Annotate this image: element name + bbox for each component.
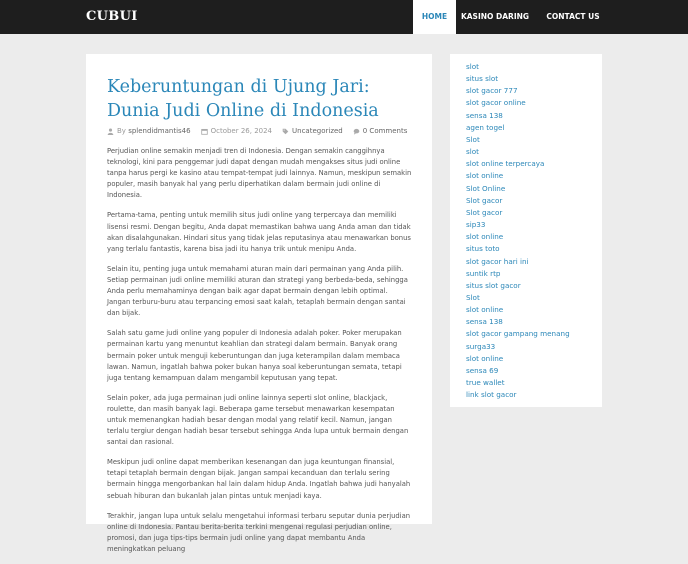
sidebar-link[interactable]: Slot [466,292,480,302]
author-prefix: By [117,127,126,135]
post-paragraph: Salah satu game judi online yang populer di Indonesia adalah poker. Poker merupakan permainan kartu yang menuntut keahlian dan strategi dalam bermain. Banyak orang bermain poker untuk menguji keberuntungan dan juga keterampilan dalam membaca lawan. Namun, ingatlah bahwa poker bukan hanya soal keberuntungan semata, tetapi juga tentang kemampuan dalam mengambil keputusan yang tepat. [107,329,402,382]
category-link[interactable]: Uncategorized [292,127,343,135]
post-comments [353,127,408,135]
comments-link[interactable]: 0 Comments [362,127,408,135]
sidebar-link[interactable]: link slot gacor [466,390,517,400]
sidebar-link[interactable]: sensa 69 [466,365,499,375]
post-article [86,54,432,553]
sidebar-link[interactable]: situs slot [466,74,499,84]
sidebar-link[interactable]: slot gacor 777 [466,86,518,96]
top-navigation-bar [0,0,688,34]
sidebar-link[interactable]: slot online [466,305,504,315]
sidebar-link[interactable]: Slot gacor [466,195,503,205]
sidebar-link[interactable]: surga33 [466,341,496,351]
post-paragraph: Pertama-tama, penting untuk memilih situs judi online yang terpercaya dan memiliki lisensi resmi. Dengan begitu, Anda dapat memastikan bahwa uang Anda aman dan tidak akan disalahgunakan. Hindari situs yang tidak jelas reputasinya atau menawarkan bonus yang terlalu fantastis, karena bisa jadi itu hanya trik untuk menipu Anda. [107,211,411,253]
post-paragraph: Selain itu, penting juga untuk memahami aturan main dari permainan yang Anda pilih. Setiap permainan judi online memiliki aturan dan strategi yang berbeda-beda, sehingga Anda perlu memahaminya dengan baik agar dapat bermain dengan lebih optimal. Jangan terburu-buru atau terpancing emosi saat kalah, tetaplah bermain dengan santai dan bijak. [107,264,408,318]
post-date [201,127,272,135]
author-link[interactable]: splendidmantis46 [128,127,191,135]
nav-kasino-daring[interactable]: KASINO DARING [460,12,530,21]
post-paragraph: Meskipun judi online dapat memberikan kesenangan dan juga keuntungan finansial, tetapi tetaplah bermain dengan bijak. Jangan sampai kecanduan dan terlalu sering bermain hingga mengorbankan hal lain dalam hidup Anda. Ingatlah bahwa judi hanyalah sebuah hiburan dan bukanlah jalan pintas untuk menjadi kaya. [107,458,411,500]
post-title[interactable]: Keberuntungan di Ujung Jari: Dunia Judi Online di Indonesia [107,77,379,121]
post-content [107,146,412,564]
post-paragraph: Perjudian online semakin menjadi tren di Indonesia. Dengan semakin canggihnya teknologi, kini para penggemar judi dapat dengan mudah mengakses situs judi online tanpa harus pergi ke kasino atau tempat-tempat judi lainnya. Namun, meskipun semakin populer, masih banyak hal yang perlu diperhatikan dalam bermain judi online di Indonesia. [107,147,412,200]
calendar-icon [201,128,208,135]
sidebar-link[interactable]: slot gacor online [466,98,526,108]
sidebar-link[interactable]: suntik rtp [466,268,501,278]
sidebar-link[interactable]: Slot Online [466,183,506,193]
sidebar-link[interactable]: slot online [466,232,504,242]
sidebar-widget [450,54,602,407]
sidebar-link[interactable]: sensa 138 [466,317,503,327]
sidebar-link[interactable]: slot online [466,171,504,181]
site-logo[interactable]: CUBUI [86,9,138,24]
sidebar-link[interactable]: Slot [466,134,480,144]
sidebar-link[interactable]: slot gacor hari ini [466,256,529,266]
sidebar-link[interactable]: sip33 [466,220,486,230]
sidebar-link[interactable]: Slot gacor [466,207,503,217]
post-category [282,127,343,135]
sidebar-link[interactable]: slot online [466,353,504,363]
sidebar-link[interactable]: situs slot gacor [466,280,521,290]
nav-contact-us[interactable]: CONTACT US [546,12,600,21]
sidebar-link[interactable]: sensa 138 [466,110,503,120]
sidebar-link[interactable]: situs toto [466,244,500,254]
sidebar-link[interactable]: true wallet [466,378,505,388]
sidebar-link[interactable]: slot gacor gampang menang [466,329,570,339]
sidebar-link[interactable]: agen togel [466,122,505,132]
post-author [107,127,191,135]
post-paragraph: Selain poker, ada juga permainan judi online lainnya seperti slot online, blackjack, roulette, dan masih banyak lagi. Beberapa game tersebut menawarkan kesempatan untuk memenangkan hadiah besar dengan modal yang relatif kecil. Namun, jangan terlalu tergiur dengan hadiah besar tersebut sehingga Anda lupa untuk bermain dengan santai dan rasional. [107,393,409,447]
post-paragraph: Terakhir, jangan lupa untuk selalu mengetahui informasi terbaru seputar dunia perjudian online di Indonesia. Pantau berita-berita terkini mengenai regulasi perjudian online, promosi, dan juga tips-tips bermain judi online yang dapat membantu Anda meningkatkan peluang [107,511,411,553]
comment-icon [353,128,360,135]
sidebar-link[interactable]: slot [466,62,479,71]
date-link[interactable]: October 26, 2024 [210,127,273,135]
nav-home[interactable]: HOME [413,0,456,34]
tag-icon [282,128,289,135]
sidebar-link[interactable]: slot online terpercaya [466,159,545,169]
sidebar-link-list [466,61,570,401]
user-icon [107,128,114,135]
sidebar-link[interactable]: slot [466,147,479,157]
post-meta [107,127,427,135]
main-menu [413,0,612,34]
